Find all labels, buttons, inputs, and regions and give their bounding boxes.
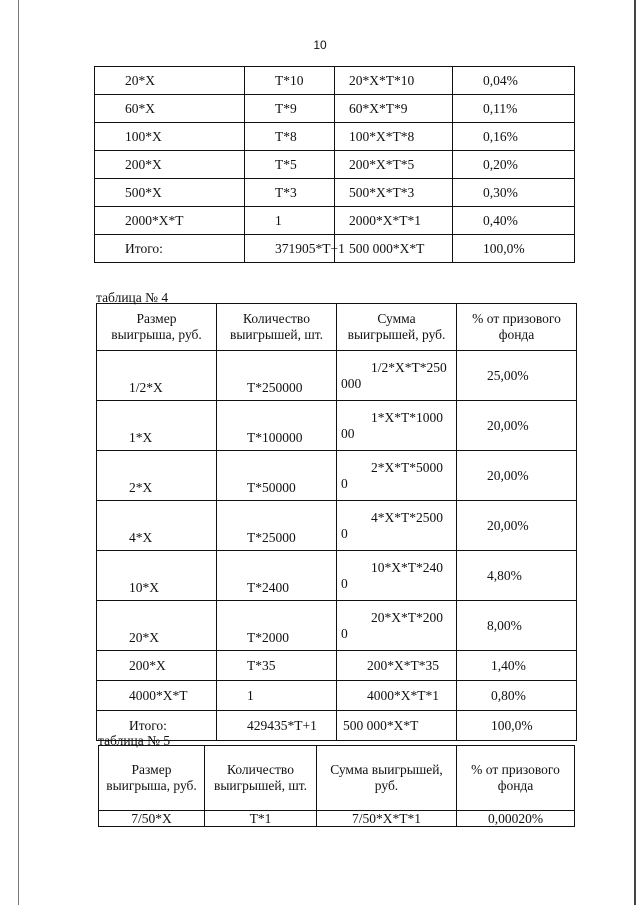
table-cell	[337, 401, 457, 451]
table-row	[95, 151, 575, 179]
table-cell: 20,00%	[457, 501, 577, 551]
table-cell: 500 000*X*T	[337, 711, 457, 741]
table-cell: 2000*X*T	[95, 207, 245, 235]
table-cell: 100*X	[95, 123, 245, 151]
table-cell	[337, 451, 457, 501]
table-cell: 100,0%	[457, 711, 577, 741]
table-cell: 4000*X*T*1	[337, 681, 457, 711]
table-row	[97, 681, 577, 711]
header-cell: % от призового фонда	[457, 746, 575, 811]
table-cell: T*35	[217, 651, 337, 681]
table-cell: T*100000	[217, 401, 337, 451]
table-cell: 60*X*T*9	[335, 95, 453, 123]
table-cell: T*5	[245, 151, 335, 179]
table-cell: 1*X	[97, 401, 217, 451]
header-cell: Количество выигрышей, шт.	[217, 304, 337, 351]
table-cell	[337, 601, 457, 651]
table-cell: 1	[245, 207, 335, 235]
page-number: 10	[313, 38, 327, 52]
table-cell: 0,16%	[453, 123, 575, 151]
table-header-row	[99, 746, 575, 811]
table-cell: T*2000	[217, 601, 337, 651]
table-cell: 7/50*X	[99, 811, 205, 827]
table-row	[97, 601, 577, 651]
table5-caption: таблица № 5	[98, 733, 171, 748]
table-cell	[337, 351, 457, 401]
table-cell: 0,04%	[453, 67, 575, 95]
table-cell: 100*X*T*8	[335, 123, 453, 151]
cell-text: 1/2*X*T*250000	[341, 359, 447, 391]
cell-text: 20*X*T*2000	[341, 609, 443, 641]
cell-text: 1*X*T*100000	[341, 409, 443, 441]
table-row	[97, 401, 577, 451]
table-cell: 7/50*X*T*1	[317, 811, 457, 827]
page-border-left	[18, 0, 19, 905]
table-row	[97, 451, 577, 501]
header-cell: Сумма выигрышей, руб.	[337, 304, 457, 351]
table-cell: 200*X	[95, 151, 245, 179]
table-cell: 20,00%	[457, 401, 577, 451]
table-cell: 4000*X*T	[97, 681, 217, 711]
table-row	[97, 351, 577, 401]
table-cell: T*250000	[217, 351, 337, 401]
table-cell: 0,20%	[453, 151, 575, 179]
table-cell: T*1	[205, 811, 317, 827]
prize-table-4	[96, 303, 577, 741]
table-cell: 200*X	[97, 651, 217, 681]
table-row	[97, 651, 577, 681]
table-cell: 1	[217, 681, 337, 711]
table-cell: 60*X	[95, 95, 245, 123]
table-row	[95, 207, 575, 235]
table-cell: 4*X	[97, 501, 217, 551]
table-cell: Итого:	[97, 711, 217, 741]
table-row	[99, 811, 575, 827]
table-cell: 0,00020%	[457, 811, 575, 827]
header-cell: Количество выигрышей, шт.	[205, 746, 317, 811]
table-header-row	[97, 304, 577, 351]
header-cell: % от призового фонда	[457, 304, 577, 351]
table-cell: T*2400	[217, 551, 337, 601]
table-cell: T*25000	[217, 501, 337, 551]
table-cell: 2*X	[97, 451, 217, 501]
table-row	[97, 501, 577, 551]
table-cell: 500*X*T*3	[335, 179, 453, 207]
header-cell: Размер выигрыша, руб.	[97, 304, 217, 351]
table-cell: 20*X*T*10	[335, 67, 453, 95]
table-cell: 0,80%	[457, 681, 577, 711]
table-cell: Итого:	[95, 235, 245, 263]
table-cell: 0,30%	[453, 179, 575, 207]
table-cell: 200*X*T*5	[335, 151, 453, 179]
table-row	[97, 551, 577, 601]
table-cell: 20*X	[97, 601, 217, 651]
table-cell: T*50000	[217, 451, 337, 501]
table4-caption: таблица № 4	[96, 290, 169, 305]
table-row	[95, 179, 575, 207]
cell-text: 10*X*T*2400	[341, 559, 443, 591]
cell-text: 2*X*T*50000	[341, 459, 443, 491]
table-row	[95, 67, 575, 95]
prize-table-continued	[94, 66, 575, 263]
table-cell: 1/2*X	[97, 351, 217, 401]
table-cell: 4,80%	[457, 551, 577, 601]
table-cell: 500*X	[95, 179, 245, 207]
table-cell: 25,00%	[457, 351, 577, 401]
table-cell: T*10	[245, 67, 335, 95]
cell-text: 4*X*T*25000	[341, 509, 443, 541]
table-cell: 2000*X*T*1	[335, 207, 453, 235]
table-cell: 429435*T+1	[217, 711, 337, 741]
table-total-row	[95, 235, 575, 263]
table-row	[95, 123, 575, 151]
table-cell: T*3	[245, 179, 335, 207]
table-cell: 0,40%	[453, 207, 575, 235]
table-cell: 20,00%	[457, 451, 577, 501]
table-cell: 10*X	[97, 551, 217, 601]
table-cell: T*9	[245, 95, 335, 123]
table-cell: 0,11%	[453, 95, 575, 123]
table-cell: T*8	[245, 123, 335, 151]
page-border-right	[634, 0, 636, 905]
table-cell: 20*X	[95, 67, 245, 95]
header-cell: Сумма выигрышей, руб.	[317, 746, 457, 811]
table-cell: 200*X*T*35	[337, 651, 457, 681]
header-cell: Размер выигрыша, руб.	[99, 746, 205, 811]
table-cell: 8,00%	[457, 601, 577, 651]
table-cell: 371905*T+1	[245, 235, 335, 263]
table-cell: 500 000*X*T	[335, 235, 453, 263]
table-cell: 1,40%	[457, 651, 577, 681]
table-cell: 100,0%	[453, 235, 575, 263]
prize-table-5	[98, 745, 575, 827]
table-cell	[337, 501, 457, 551]
table-cell	[337, 551, 457, 601]
table-row	[95, 95, 575, 123]
